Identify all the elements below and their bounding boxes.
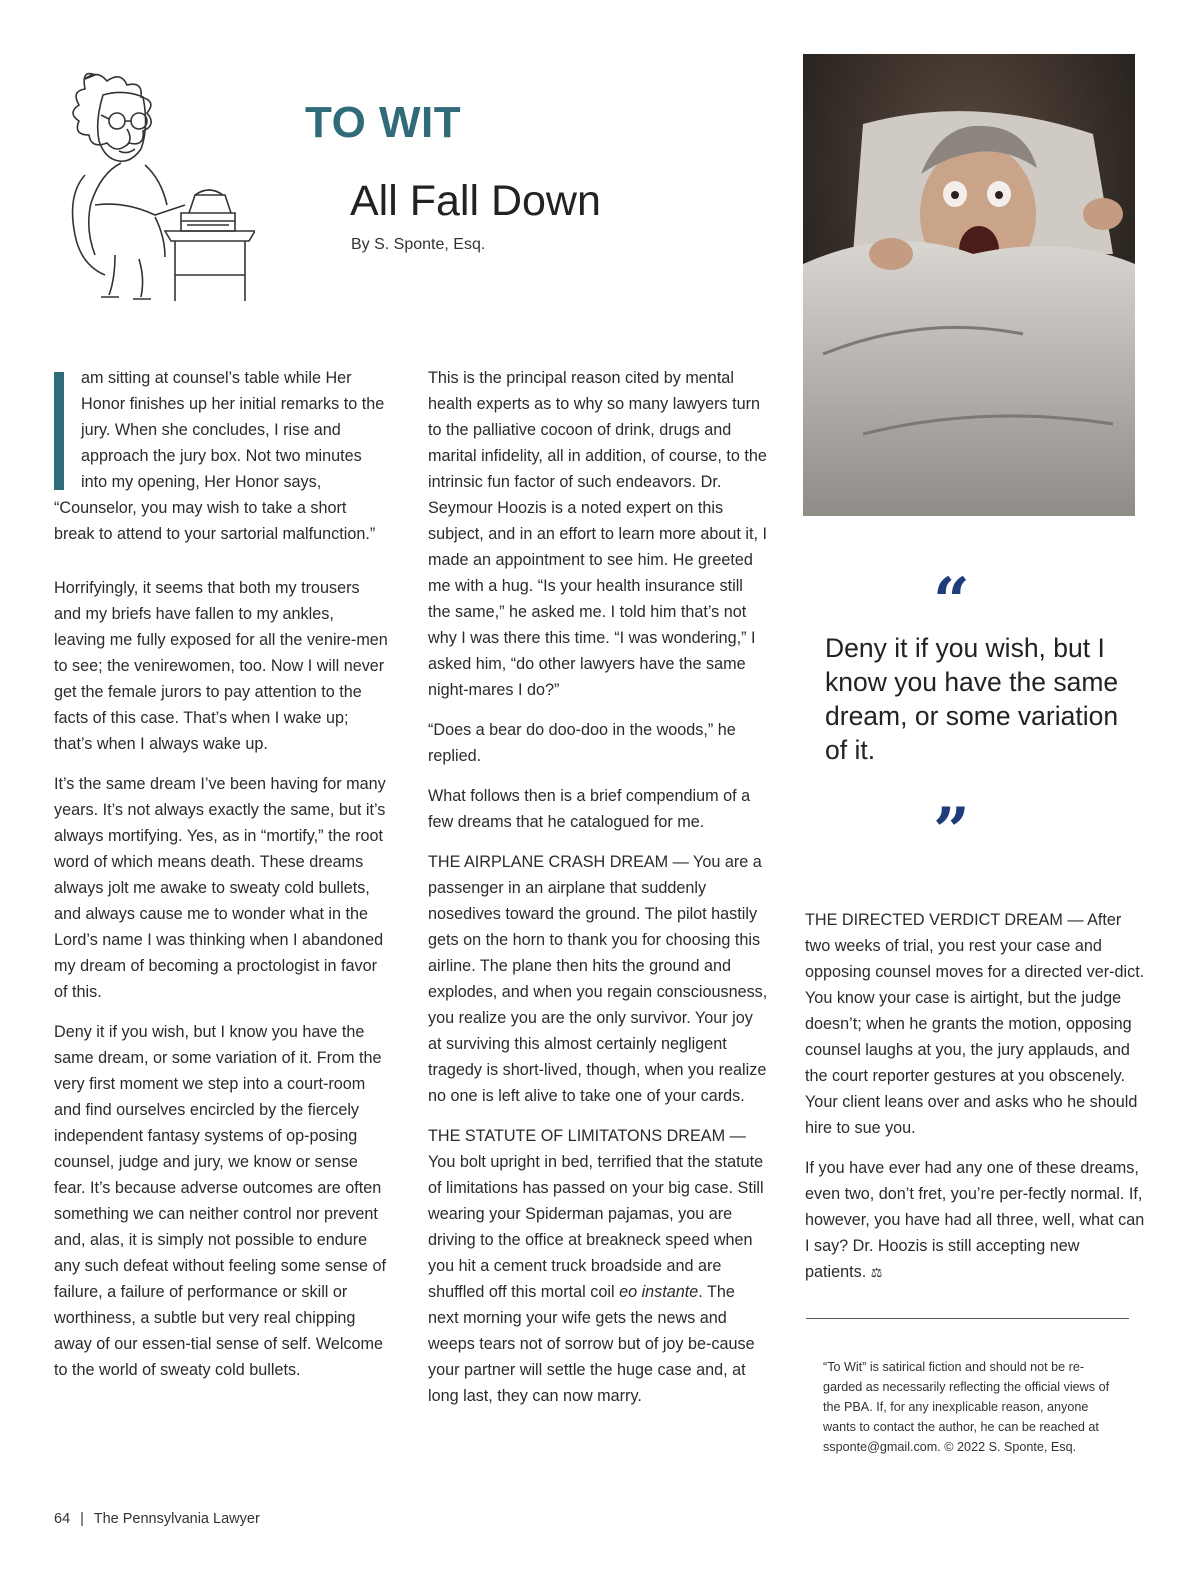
article-title: All Fall Down xyxy=(350,177,601,225)
pull-quote xyxy=(825,564,1135,869)
page-folio xyxy=(54,1511,260,1527)
paragraph: THE DIRECTED VERDICT DREAM — After two weeks of trial, you rest your case and opposing counsel moves for a directed ver-dict. You know your case is airtight, but the judge doesn’t; when he grants the motion, opposing counsel laughs at you, the jury applauds, and the court reporter gestures at you obscenely. Your client leans over and asks who he should hire to sue you. xyxy=(805,911,1145,1137)
frightened-man-photo xyxy=(803,54,1135,516)
paragraph-text: THE STATUTE OF LIMITATONS DREAM — You bolt upright in bed, terrified that the statute of limitations has passed on your big case. Still wearing your Spiderman pajamas, you are driving to the office at breakneck speed when you hit a cement truck broadside and are shuffled off this mortal coil xyxy=(428,1127,764,1301)
paragraph: THE AIRPLANE CRASH DREAM — You are a passenger in an airplane that suddenly nosedives toward the ground. The pilot hastily gets on the horn to thank you for choosing this airline. The plane then hits the ground and explodes, and when you regain consciousness, you realize you are the only survivor. Your joy at surviving this almost certainly negligent tragedy is short-lived, though, when you realize no one is left alive to take one of your cards. xyxy=(428,853,768,1105)
divider-rule xyxy=(806,1318,1129,1319)
paragraph xyxy=(428,1123,768,1409)
disclaimer-footnote: “To Wit” is satirical fiction and should not be re-garded as necessarily reflecting the official views of the PBA. If, for any inexplicable reason, anyone wants to contact the author, he can be reached at ssponte@gmail.com. © 2022 S. Sponte, Esq. xyxy=(823,1360,1110,1454)
paragraph: It’s the same dream I’ve been having for many years. It’s not always exactly the same, but it’s always mortifying. Yes, as in “mortify,” the root word of which means death. These dreams always jolt me awake to sweaty cold bullets, and always cause me to wonder what in the Lord’s name I was thinking when I abandoned my dream of becoming a proctologist in favor of this. xyxy=(54,775,386,1001)
page-number: 64 xyxy=(54,1511,71,1527)
open-quote-icon: “ xyxy=(933,564,970,639)
paragraph: am sitting at counsel’s table while Her Honor finishes up her initial remarks to the jury. When she concludes, I rise and approach the jury box. Not two minutes into my opening, Her Honor says, “Counselor, you may wish to take a short break to attend to your sartorial malfunction.” xyxy=(54,369,385,543)
scales-end-mark-icon: ⚖ xyxy=(870,1266,883,1281)
paragraph: This is the principal reason cited by mental health experts as to why so many lawyers turn to the palliative cocoon of drink, drugs and marital infidelity, all in addition, of course, to the intrinsic fun factor of such endeavors. Dr. Seymour Hoozis is a noted expert on this subject, and in an effort to learn more about it, I made an appointment to see him. He greeted me with a hug. “Is your health insurance still the same,” he asked me. I told him that’s not why I was there this time. “I was wondering,” I asked him, “do other lawyers have the same night-mares I do?” xyxy=(428,369,767,699)
article-column-3 xyxy=(805,907,1145,1301)
close-quote-icon: ” xyxy=(933,794,970,869)
paragraph: Deny it if you wish, but I know you have the same dream, or some variation of it. From the very first moment we step into a court-room and find ourselves encircled by the fiercely independent fantasy systems of op-posing counsel, judge and jury, we know or sense fear. It’s because adverse outcomes are often something we can neither control nor prevent and, alas, it is simply not possible to endure any such defeat without feeling some sense of failure, a failure of performance or skill or worthiness, a subtle but very real chipping away of our essen-tial sense of self. Welcome to the world of sweaty cold bullets. xyxy=(54,1023,387,1379)
drop-cap-letter-i xyxy=(54,372,64,490)
paragraph: Horrifyingly, it seems that both my trousers and my briefs have fallen to my ankles, leaving me fully exposed for all the venire-men to see; the venirewomen, too. Now I will never get the female jurors to pay attention to the facts of this case. That’s when I wake up; that’s when I always wake up. xyxy=(54,579,388,753)
section-title: TO WIT xyxy=(305,98,462,147)
paragraph: “Does a bear do doo-doo in the woods,” he replied. xyxy=(428,721,736,765)
folio-separator: | xyxy=(80,1511,84,1527)
publication-name: The Pennsylvania Lawyer xyxy=(93,1511,260,1527)
paragraph-text: If you have ever had any one of these dreams, even two, don’t fret, you’re per-fectly normal. If, however, you have had all three, well, what can I say? Dr. Hoozis is still accepting new patients. xyxy=(805,1159,1145,1281)
author-caricature-illustration xyxy=(55,55,255,310)
italic-phrase: eo instante xyxy=(619,1283,699,1301)
article-column-1 xyxy=(54,365,389,1397)
paragraph: What follows then is a brief compendium of a few dreams that he catalogued for me. xyxy=(428,787,751,831)
article-column-2 xyxy=(428,365,768,1423)
pull-quote-text: Deny it if you wish, but I know you have the same dream, or some variation of it. xyxy=(825,633,1119,765)
paragraph-text: . The next morning your wife gets the news and weeps tears not of sorrow but of joy be-cause your partner will settle the huge case and, at long last, they can now marry. xyxy=(428,1283,755,1405)
byline: By S. Sponte, Esq. xyxy=(351,236,486,253)
paragraph xyxy=(805,1155,1145,1287)
